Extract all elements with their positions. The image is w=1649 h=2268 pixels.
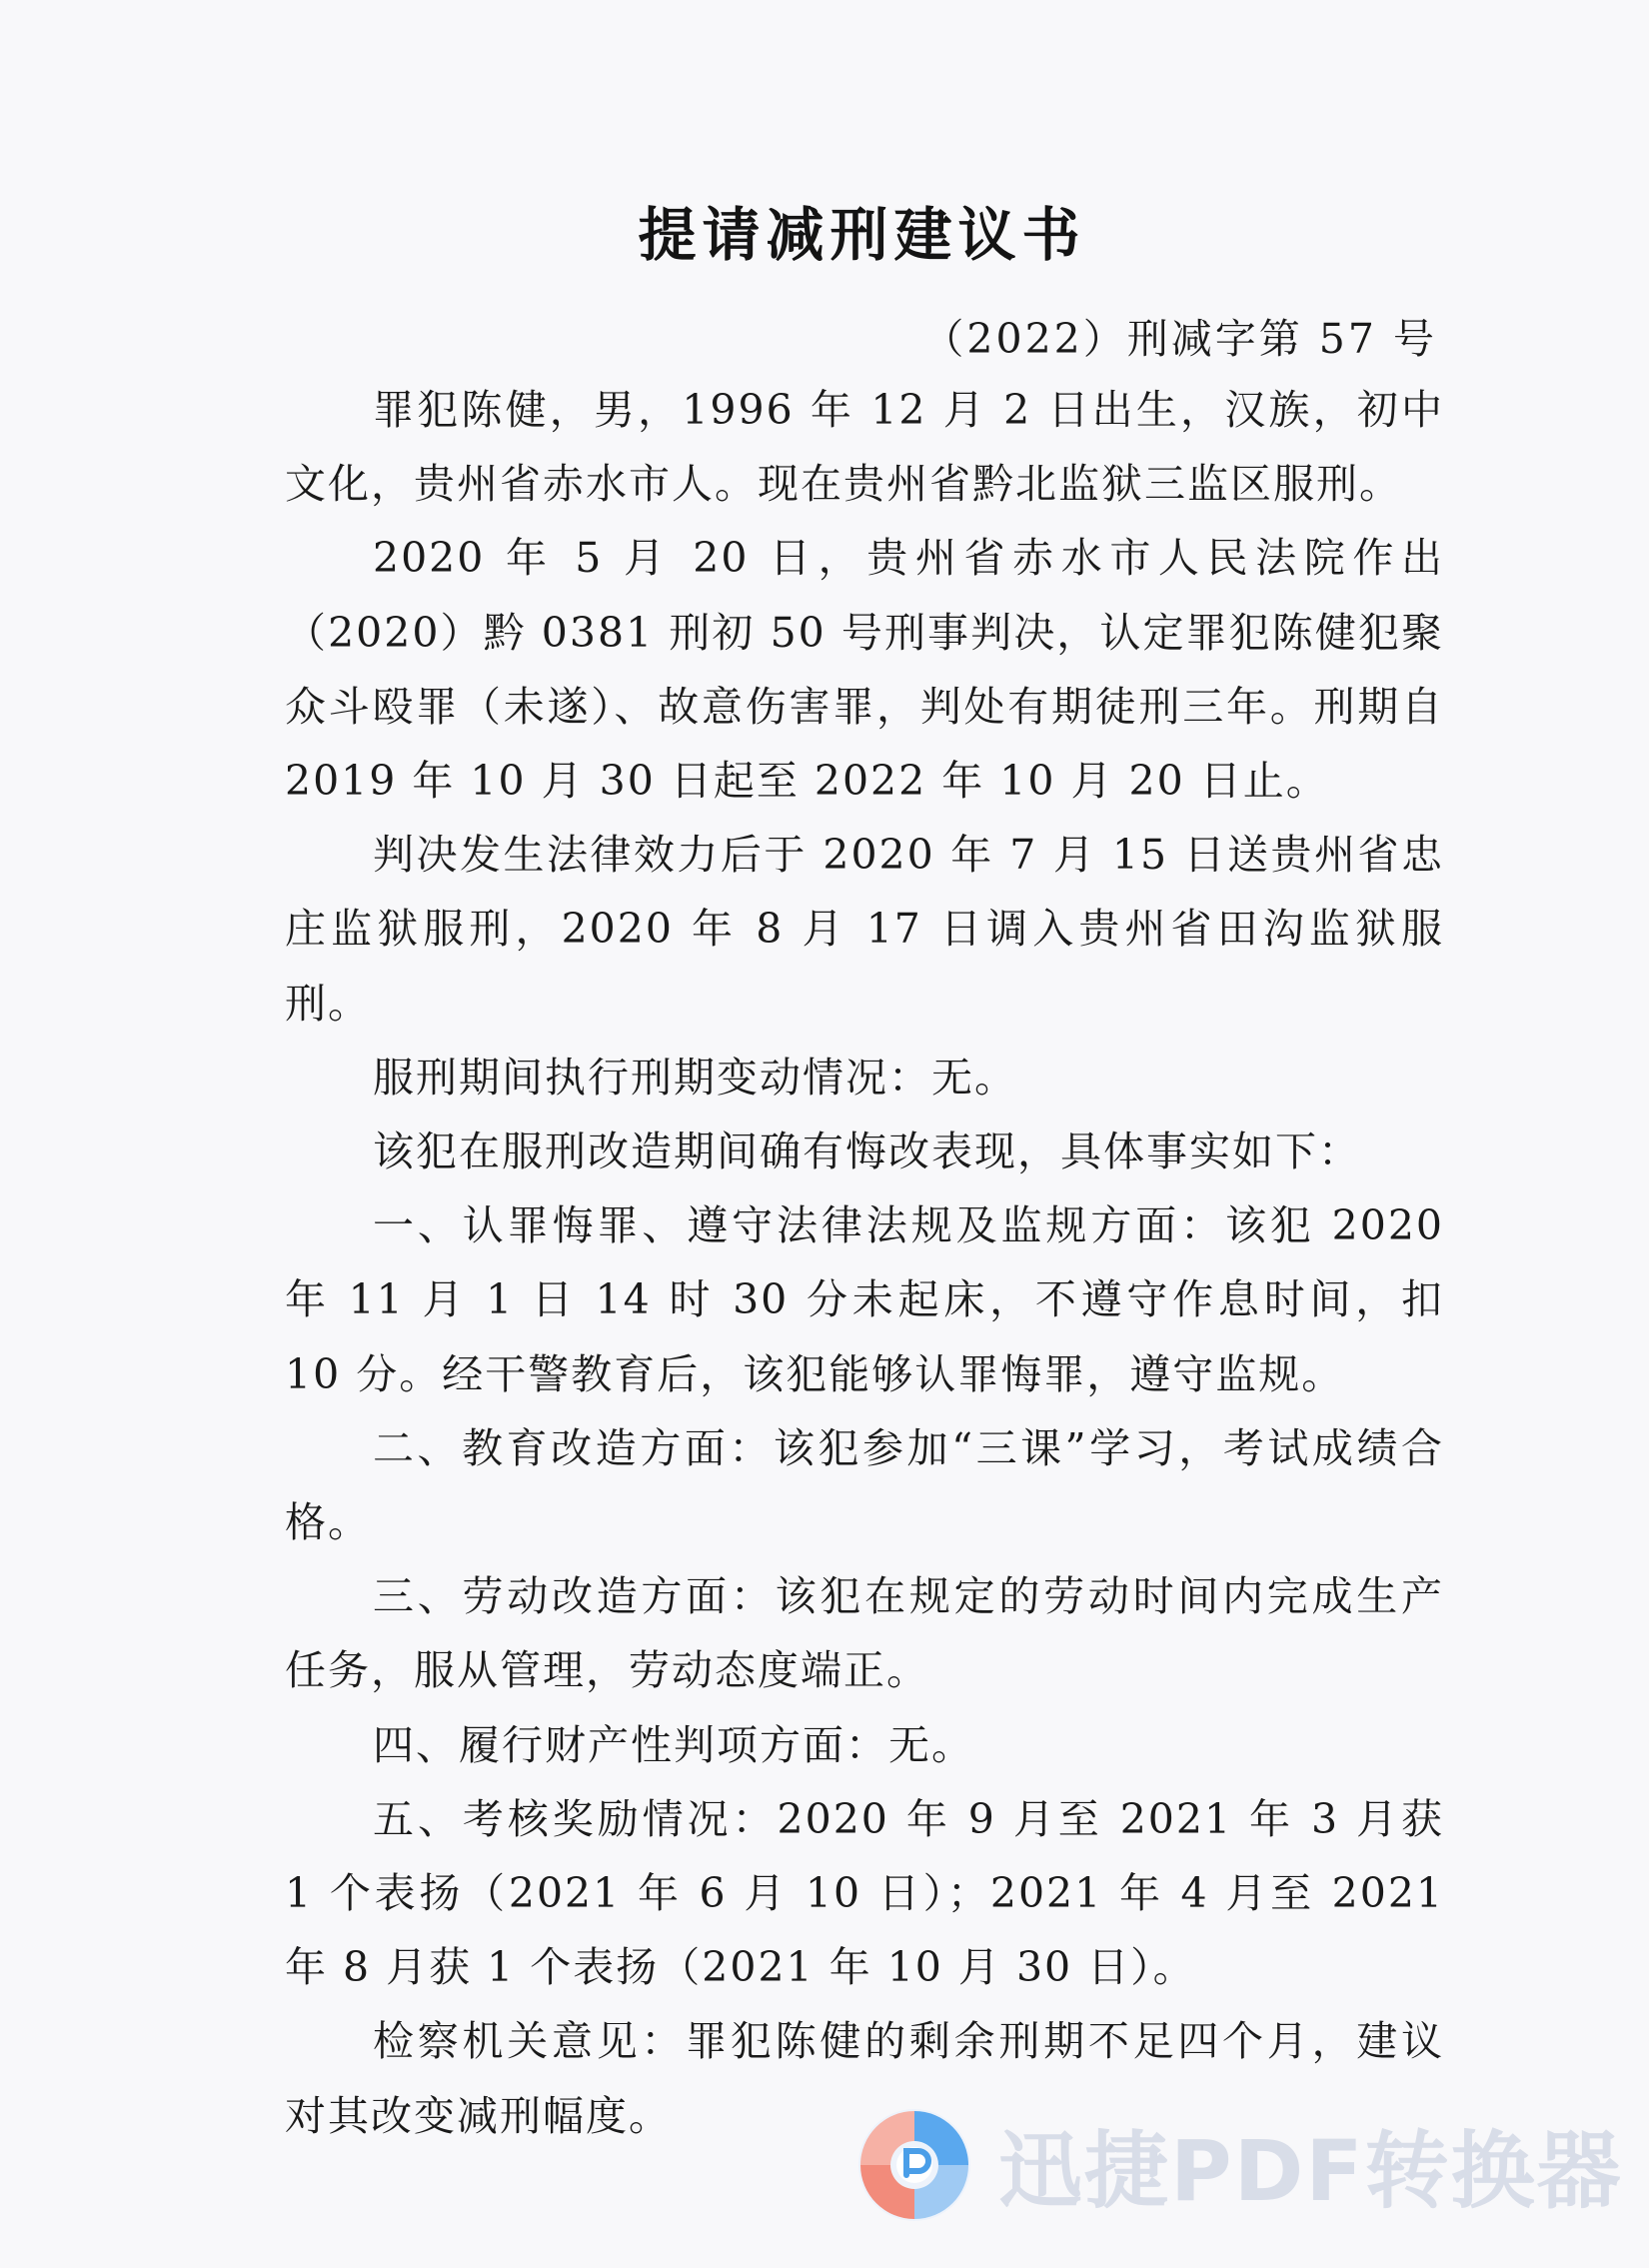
paragraph-property: 四、履行财产性判项方面：无。: [373, 1720, 974, 1769]
watermark-text: 迅捷PDF转换器: [998, 2122, 1623, 2220]
paragraph-transfer: 判决发生法律效力后于 2020 年 7 月 15 日送贵州省忠庄监狱服刑，2020 年 8 月 17 日调入贵州省田沟监狱服刑。: [285, 831, 1444, 1028]
paragraph-facts-intro: 该犯在服刑改造期间确有悔改表现，具体事实如下：: [373, 1128, 1361, 1176]
paragraph-judgment: 2020 年 5 月 20 日，贵州省赤水市人民法院作出（2020）黔 0381 刑初 50 号刑事判决，认定罪犯陈健犯聚众斗殴罪（未遂）、故意伤害罪，判处有期徒刑三年。刑期自 2019 年 10 月 30 日起至 2022 年 10 月 20 日止。: [285, 534, 1444, 806]
paragraph-sentence-changes: 服刑期间执行刑期变动情况：无。: [373, 1053, 1017, 1102]
paragraph-education: 二、教育改造方面：该犯参加“三课”学习，考试成绩合格。: [285, 1423, 1444, 1547]
paragraph-rewards: 五、考核奖励情况：2020 年 9 月至 2021 年 3 月获 1 个表扬（2021 年 6 月 10 日）；2021 年 4 月至 2021 年 8 月获 1 个表扬（2021 年 10 月 30 日）。: [285, 1794, 1444, 1992]
paragraph-repentance: 一、认罪悔罪、遵守法律法规及监规方面：该犯 2020 年 11 月 1 日 14 时 30 分未起床，不遵守作息时间，扣 10 分。经干警教育后，该犯能够认罪悔罪，遵守监规。: [285, 1201, 1444, 1398]
document-body: [285, 373, 1444, 2153]
watermark: [854, 2104, 1623, 2225]
document-title: 提请减刑建议书: [638, 201, 1086, 269]
paragraph-procuratorate-opinion: 检察机关意见：罪犯陈健的剩余刑期不足四个月，建议对其改变减刑幅度。: [285, 2017, 1444, 2140]
xunjie-pdf-logo-icon: [854, 2105, 974, 2225]
document-number: （2022）刑减字第 57 号: [922, 315, 1437, 363]
paragraph-labor: 三、劳动改造方面：该犯在规定的劳动时间内完成生产任务，服从管理，劳动态度端正。: [285, 1572, 1444, 1695]
paragraph-criminal-info: 罪犯陈健，男，1996 年 12 月 2 日出生，汉族，初中文化，贵州省赤水市人。现在贵州省黔北监狱三监区服刑。: [285, 386, 1444, 509]
